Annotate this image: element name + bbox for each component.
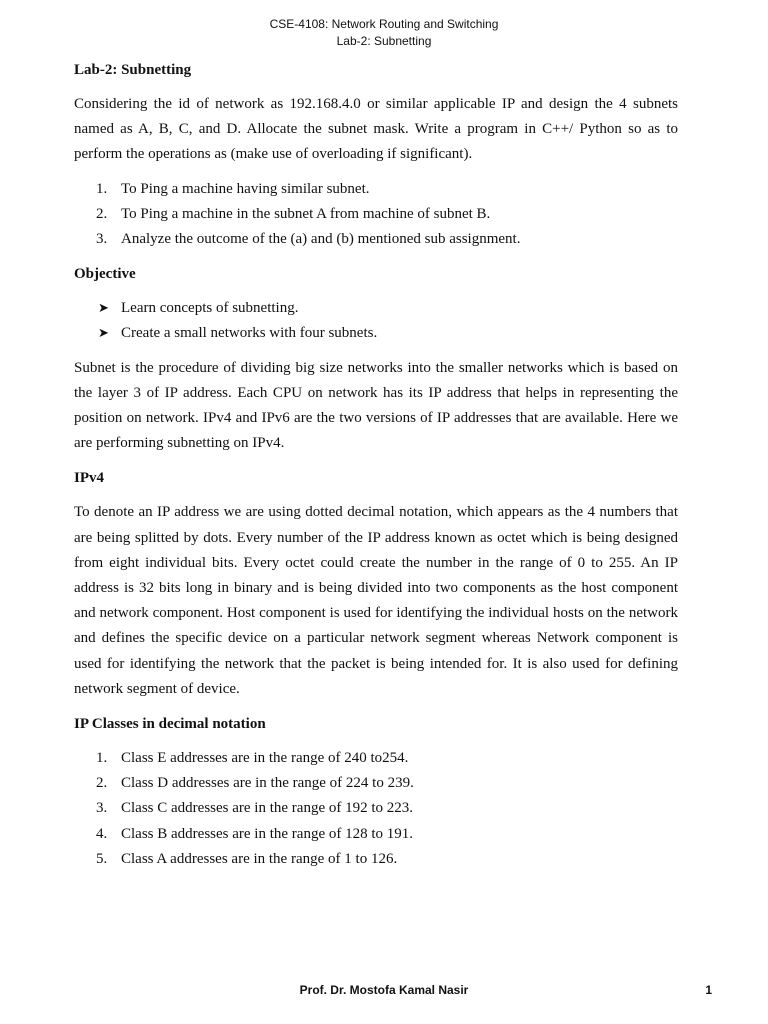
intro-paragraph: Considering the id of network as 192.168.4.0 or similar applicable IP and design the 4 subnets named as A, B, C, and D. Allocate the subnet mask. Write a program in C++/ Python so as to perform the operations as (make use of overloading if significant). [74, 96, 678, 163]
objective-list [74, 296, 678, 346]
course-title: CSE-4108: Network Routing and Switching [269, 17, 499, 31]
ipv4-heading: IPv4 [74, 470, 104, 487]
list-text: Analyze the outcome of the (a) and (b) mentioned sub assignment. [121, 231, 521, 248]
page-header [0, 16, 768, 50]
task-list [74, 177, 678, 253]
list-text: Class C addresses are in the range of 192 to 223. [121, 800, 414, 817]
list-text: To Ping a machine in the subnet A from machine of subnet B. [121, 205, 491, 222]
list-item [74, 822, 678, 847]
document-body [74, 58, 678, 872]
list-number: 2. [96, 205, 108, 222]
footer-author: Prof. Dr. Mostofa Kamal Nasir [299, 983, 469, 997]
list-item [74, 796, 678, 821]
list-item [74, 746, 678, 771]
ipv4-paragraph: To denote an IP address we are using dotted decimal notation, which appears as the 4 numbers that are being splitted by dots. Every number of the IP address known as octet which is being designed from eight individual bits. Every octet could create the number in the range of 0 to 255. An IP address is 32 bits long in binary and is being divided into two components as the host component and network component. Host component is used for identifying the individual hosts on the network and defines the specific device on a particular network segment whereas Network component is used for identifying the network that the packet is being intended for. It is also used for defining network segment of device. [74, 504, 678, 697]
page-footer [0, 983, 768, 1001]
list-item [74, 321, 678, 346]
list-item [74, 227, 678, 252]
ip-classes-heading: IP Classes in decimal notation [74, 716, 266, 733]
lab-subtitle: Lab-2: Subnetting [336, 34, 432, 48]
list-text: Create a small networks with four subnets. [121, 325, 378, 342]
list-item [74, 177, 678, 202]
list-number: 3. [96, 231, 108, 248]
ip-classes-list [74, 746, 678, 872]
list-item [74, 847, 678, 872]
page-number: 1 [705, 983, 712, 997]
list-number: 2. [96, 775, 108, 792]
subnet-paragraph: Subnet is the procedure of dividing big size networks into the smaller networks which is based on the layer 3 of IP address. Each CPU on network has its IP address that helps in representing the position on network. IPv4 and IPv6 are the two versions of IP addresses that are available. Here we are performing subnetting on IPv4. [74, 359, 678, 452]
arrow-bullet-icon: ➤ [98, 301, 109, 317]
list-text: Learn concepts of subnetting. [121, 300, 299, 317]
objective-heading: Objective [74, 266, 136, 283]
list-text: Class E addresses are in the range of 240 to254. [121, 750, 409, 767]
list-text: To Ping a machine having similar subnet. [121, 180, 370, 197]
list-number: 1. [96, 750, 108, 767]
list-item [74, 771, 678, 796]
lab-title: Lab-2: Subnetting [74, 62, 192, 78]
list-number: 3. [96, 800, 108, 817]
list-text: Class A addresses are in the range of 1 to 126. [121, 850, 398, 867]
arrow-bullet-icon: ➤ [98, 326, 109, 342]
list-number: 4. [96, 825, 108, 842]
list-number: 5. [96, 850, 108, 867]
list-item [74, 202, 678, 227]
list-number: 1. [96, 180, 108, 197]
list-text: Class B addresses are in the range of 128 to 191. [121, 825, 414, 842]
list-item [74, 296, 678, 321]
list-text: Class D addresses are in the range of 224 to 239. [121, 775, 414, 792]
